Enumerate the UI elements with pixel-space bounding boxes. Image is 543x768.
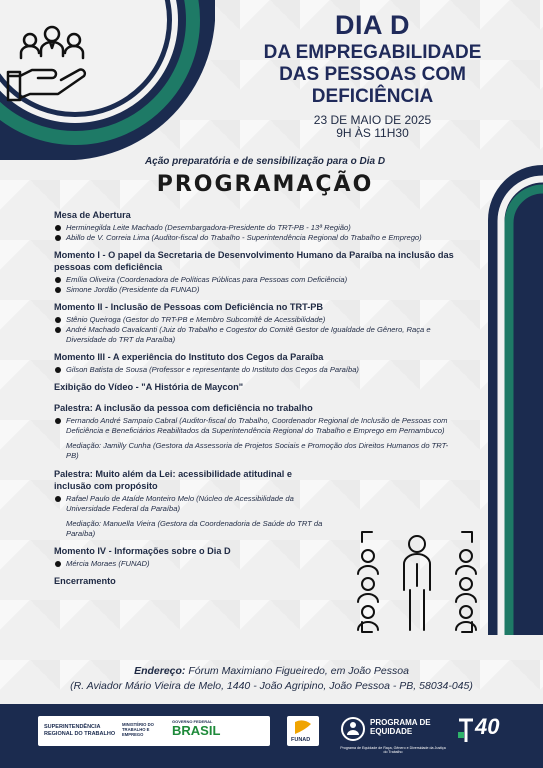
address-place: Fórum Maximiano Figueiredo, em João Pessoa bbox=[185, 665, 409, 677]
section-lecture-1 bbox=[54, 402, 454, 461]
header bbox=[210, 10, 535, 140]
event-date: 23 DE MAIO DE 2025 bbox=[313, 113, 432, 127]
speaker-item: Gilson Batista de Sousa (Professor e representante do Instituto dos Cegos da Paraíba) bbox=[54, 365, 454, 375]
subtitle-line-2: DAS PESSOAS COM bbox=[279, 64, 466, 85]
section-moment-2 bbox=[54, 301, 454, 345]
funad-logo-text: FUNAD bbox=[291, 737, 311, 743]
section-heading: Mesa de Abertura bbox=[54, 210, 131, 220]
people-group-icon bbox=[352, 528, 482, 640]
section-heading: Momento IV - Informações sobre o Dia D bbox=[54, 546, 231, 556]
brasil-logo-text: BRASIL bbox=[172, 723, 221, 738]
funad-icon bbox=[287, 718, 319, 738]
speaker-item: Mércia Moraes (FUNAD) bbox=[54, 559, 454, 569]
subtitle-line-1: DA EMPREGABILIDADE bbox=[263, 42, 482, 63]
program-title: PROGRAMAÇÃO bbox=[156, 172, 374, 197]
event-title: DIA D bbox=[335, 10, 410, 40]
section-video bbox=[54, 381, 454, 393]
mediation-note: Mediação: Manuella Vieira (Gestora da Coordenadoria de Saúde do TRT da Paraíba) bbox=[66, 519, 323, 538]
section-heading: Encerramento bbox=[54, 576, 116, 586]
mediation-note: Mediação: Jamilly Cunha (Gestora da Assessoria de Projetos Sociais e Promoção dos Direitos Humanos do TRT-PB) bbox=[66, 441, 449, 460]
speaker-item: Rafael Paulo de Ataíde Monteiro Melo (Núcleo de Acessibilidade da Universidade Federal da Paraíba) bbox=[54, 494, 324, 514]
speaker-item: Emília Oliveira (Coordenadora de Políticas Públicas para Pessoas com Deficiência) bbox=[54, 275, 454, 285]
equidade-title: PROGRAMA DE EQUIDADE bbox=[370, 718, 431, 736]
section-moment-1 bbox=[54, 249, 454, 295]
section-heading: Palestra: Muito além da Lei: acessibilidade atitudinal e inclusão com propósito bbox=[54, 469, 292, 491]
governo-federal-text: GOVERNO FEDERAL bbox=[172, 719, 213, 724]
equidade-icon bbox=[340, 716, 366, 742]
trt-40-anos-logo bbox=[455, 712, 515, 758]
speaker-item: Fernando André Sampaio Cabral (Auditor-fiscal do Trabalho, Coordenador Regional de Inclusão de Pessoas com Deficiência e Beneficiários Reabilitados da Superintendência Regional do Trabalho e Emprego em Pernambuco) bbox=[54, 416, 454, 436]
partners-logo-strip bbox=[38, 716, 270, 746]
programa-equidade-logo bbox=[338, 714, 448, 754]
decorative-side-bars bbox=[478, 165, 543, 635]
speaker-item: Stênio Queiroga (Gestor do TRT-PB e Membro Subcomitê de Acessibilidade) bbox=[54, 315, 454, 325]
intro-text: Ação preparatória e de sensibilização para o Dia D bbox=[144, 156, 386, 167]
section-opening bbox=[54, 209, 454, 243]
section-heading: Momento III - A experiência do Instituto dos Cegos da Paraíba bbox=[54, 352, 324, 362]
speaker-item: Herminegilda Leite Machado (Desembargadora-Presidente do TRT-PB - 13ª Região) bbox=[54, 223, 454, 233]
funad-logo bbox=[287, 716, 319, 746]
section-heading: Momento II - Inclusão de Pessoas com Deficiência no TRT-PB bbox=[54, 302, 324, 312]
address-line-2: (R. Aviador Mário Vieira de Melo, 1440 - João Agripino, João Pessoa - PB, 58034-045) bbox=[70, 680, 473, 692]
speaker-item: Simone Jordão (Presidente da FUNAD) bbox=[54, 285, 454, 295]
srt-logo-text: SUPERINTENDÊNCIA REGIONAL DO TRABALHO bbox=[44, 724, 116, 737]
address-block bbox=[0, 664, 543, 694]
speaker-item: André Machado Cavalcanti (Juiz do Trabalho e Cogestor do Comitê Gestor de Igualdade de Gênero, Raça e Diversidade do TRT da Paraíba) bbox=[54, 325, 454, 345]
address-label: Endereço: bbox=[134, 665, 186, 677]
section-lecture-2 bbox=[54, 468, 324, 539]
section-heading: Momento I - O papel da Secretaria de Desenvolvimento Humano da Paraíba na inclusão das pessoas com deficiência bbox=[54, 250, 454, 272]
equidade-subtitle: Programa de Equidade de Raça, Gênero e Diversidade da Justiça do Trabalho bbox=[340, 746, 446, 754]
event-subtitle bbox=[210, 42, 535, 108]
hands-people-icon bbox=[6, 18, 98, 110]
section-heading: Exibição do Vídeo - "A História de Maycon" bbox=[54, 382, 244, 392]
section-heading: Palestra: A inclusão da pessoa com deficiência no trabalho bbox=[54, 403, 313, 413]
ministerio-logo-text: MINISTÉRIO DO TRABALHO E EMPREGO bbox=[122, 722, 154, 737]
section-moment-3 bbox=[54, 351, 454, 375]
anos-number: 40 bbox=[475, 714, 500, 739]
address-line-1 bbox=[0, 664, 543, 679]
subtitle-line-3: DEFICIÊNCIA bbox=[311, 86, 434, 107]
speaker-item: Abillo de V. Correia Lima (Auditor-fiscal do Trabalho - Superintendência Regional do Trabalho e Emprego) bbox=[54, 233, 454, 243]
trt-icon bbox=[455, 716, 477, 746]
event-time: 9H ÀS 11H30 bbox=[336, 126, 409, 140]
